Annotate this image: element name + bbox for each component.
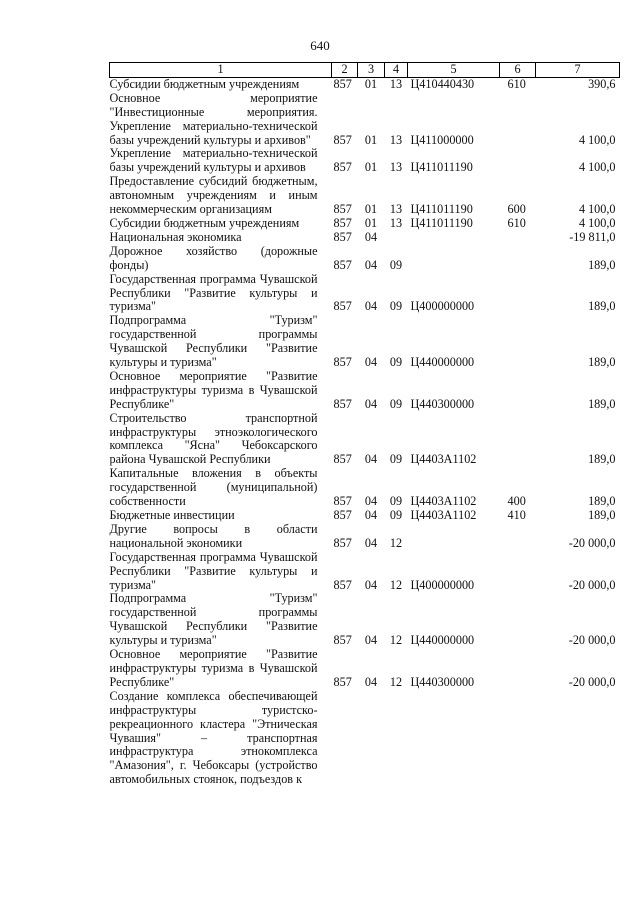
admin-code-cell: 857 — [333, 674, 352, 689]
expense-type-cell — [500, 551, 536, 593]
subsection-cell: 09 — [389, 508, 403, 522]
section-cell: 04 — [364, 299, 378, 314]
amount-cell: -20 000,0 — [568, 674, 616, 689]
table-row — [110, 648, 620, 690]
subsection-cell: 13 — [389, 76, 403, 91]
subsection-cell — [385, 690, 408, 787]
subsection-cell: 09 — [389, 452, 403, 467]
row-name-cell: Государственная программа Чувашской Республики "Развитие культуры и туризма" — [109, 549, 318, 592]
expense-type-cell — [500, 245, 536, 273]
admin-code-cell: 857 — [333, 202, 352, 217]
section-cell: 04 — [364, 257, 378, 272]
target-article-cell — [408, 523, 500, 551]
budget-table — [109, 62, 620, 787]
expense-type-cell: 610 — [507, 215, 526, 230]
expense-type-cell — [500, 370, 536, 412]
admin-code-cell: 857 — [333, 355, 352, 370]
expense-type-cell — [500, 231, 536, 245]
row-name-cell: Государственная программа Чувашской Республики "Развитие культуры и туризма" — [109, 271, 318, 314]
admin-code-cell: 857 — [333, 132, 352, 147]
column-header: 7 — [536, 63, 620, 78]
subsection-cell: 12 — [389, 577, 403, 592]
admin-code-cell — [332, 690, 358, 787]
target-article-cell — [408, 690, 500, 787]
expense-type-cell — [500, 648, 536, 690]
amount-cell: -19 811,0 — [569, 229, 616, 244]
subsection-cell: 12 — [389, 674, 403, 689]
amount-cell: 189,0 — [588, 396, 616, 411]
table-row — [110, 314, 620, 370]
expense-type-cell — [500, 523, 536, 551]
subsection-cell: 09 — [389, 299, 403, 314]
subsection-cell: 13 — [389, 160, 403, 175]
row-name-cell: Капитальные вложения в объекты государственной (муниципальной) собственности — [109, 466, 318, 509]
admin-code-cell: 857 — [333, 577, 352, 592]
expense-type-cell: 610 — [507, 76, 526, 91]
target-article-cell: Ц411011190 — [410, 160, 473, 175]
row-name-cell: Строительство транспортной инфраструктуры этноэкологического комплекса "Ясна" Чебоксарского района Чувашской Республики — [109, 410, 318, 467]
row-name-cell: Основное мероприятие "Развитие инфраструктуры туризма в Чувашской Республике" — [109, 368, 318, 411]
admin-code-cell: 857 — [333, 633, 352, 648]
admin-code-cell: 857 — [333, 229, 352, 244]
target-article-cell: Ц4403А1102 — [410, 508, 477, 522]
expense-type-cell — [500, 592, 536, 648]
table-row — [110, 592, 620, 648]
row-name-cell: Национальная экономика — [109, 229, 242, 244]
amount-cell: 4 100,0 — [578, 202, 616, 217]
expense-type-cell — [500, 314, 536, 370]
section-cell: 01 — [364, 202, 378, 217]
column-header: 5 — [408, 63, 500, 78]
section-cell: 04 — [364, 355, 378, 370]
admin-code-cell: 857 — [333, 160, 352, 175]
column-header: 1 — [110, 63, 332, 78]
subsection-cell: 13 — [389, 132, 403, 147]
row-name-cell: Создание комплекса обеспечивающей инфраструктуры туристско-рекреационного кластера "Этническая Чувашия" – транспортная инфраструктура этнокомплекса "Амазония", г. Чебоксары (устройство автомобильных стоянок, подъездов к — [109, 688, 318, 787]
target-article-cell: Ц4403А1102 — [410, 494, 477, 509]
target-article-cell — [408, 245, 500, 273]
amount-cell: -20 000,0 — [568, 577, 616, 592]
amount-cell: 4 100,0 — [578, 215, 616, 230]
column-header: 4 — [385, 63, 408, 78]
table-row — [110, 523, 620, 551]
admin-code-cell: 857 — [333, 508, 352, 522]
row-name-cell: Предоставление субсидий бюджетным, автономным учреждениям и иным некоммерческим организациям — [109, 174, 318, 217]
table-row — [110, 509, 620, 523]
row-name-cell: Подпрограмма "Туризм" государственной программы Чувашской Республики "Развитие культуры и туризма" — [109, 591, 318, 648]
subsection-cell — [385, 231, 408, 245]
row-name-cell: Дорожное хозяйство (дорожные фонды) — [109, 243, 318, 272]
section-cell: 01 — [364, 132, 378, 147]
expense-type-cell — [500, 147, 536, 175]
table-row — [110, 551, 620, 593]
expense-type-cell: 410 — [507, 508, 526, 522]
subsection-cell: 09 — [389, 355, 403, 370]
target-article-cell: Ц440000000 — [410, 355, 475, 370]
admin-code-cell: 857 — [333, 299, 352, 314]
section-cell: 01 — [364, 160, 378, 175]
subsection-cell: 13 — [389, 202, 403, 217]
admin-code-cell: 857 — [333, 494, 352, 509]
admin-code-cell: 857 — [333, 452, 352, 467]
row-name-cell: Основное мероприятие "Развитие инфраструктуры туризма в Чувашской Республике" — [109, 647, 318, 689]
table-header-row — [110, 63, 620, 78]
section-cell: 04 — [364, 452, 378, 467]
section-cell: 04 — [364, 396, 378, 411]
amount-cell — [536, 690, 620, 787]
table-row — [110, 231, 620, 245]
section-cell: 01 — [364, 76, 378, 91]
amount-cell: 4 100,0 — [578, 160, 616, 175]
target-article-cell: Ц440300000 — [410, 396, 475, 411]
subsection-cell: 12 — [389, 633, 403, 648]
subsection-cell: 09 — [389, 396, 403, 411]
target-article-cell: Ц411000000 — [410, 132, 474, 147]
row-name-cell: Бюджетные инвестиции — [109, 508, 235, 522]
section-cell: 04 — [364, 674, 378, 689]
target-article-cell — [408, 231, 500, 245]
row-name-cell: Субсидии бюджетным учреждениям — [109, 76, 300, 91]
target-article-cell: Ц4403А1102 — [410, 452, 477, 467]
expense-type-cell — [500, 273, 536, 315]
subsection-cell: 13 — [389, 215, 403, 230]
section-cell: 04 — [364, 577, 378, 592]
table-row — [110, 370, 620, 412]
subsection-cell: 09 — [389, 494, 403, 509]
admin-code-cell: 857 — [333, 535, 352, 550]
table-row — [110, 467, 620, 509]
amount-cell: 189,0 — [588, 299, 616, 314]
table-row — [110, 217, 620, 231]
column-header: 3 — [358, 63, 385, 78]
table-body — [110, 77, 620, 787]
page-number: 640 — [310, 38, 330, 53]
expense-type-cell: 600 — [507, 202, 526, 217]
table-row — [110, 92, 620, 148]
column-header: 2 — [332, 63, 358, 78]
target-article-cell: Ц410440430 — [410, 76, 475, 91]
target-article-cell: Ц440000000 — [410, 633, 475, 648]
subsection-cell: 12 — [389, 535, 403, 550]
table-row — [110, 147, 620, 175]
table-row — [110, 245, 620, 273]
row-name-cell: Основное мероприятие "Инвестиционные мероприятия. Укрепление материально-технической базы учреждений культуры и архивов" — [109, 90, 318, 147]
row-name-cell: Подпрограмма "Туризм" государственной программы Чувашской Республики "Развитие культуры и туризма" — [109, 313, 318, 370]
expense-type-cell — [500, 92, 536, 148]
column-header: 6 — [500, 63, 536, 78]
section-cell: 04 — [364, 508, 378, 522]
section-cell: 01 — [364, 215, 378, 230]
target-article-cell: Ц440300000 — [410, 674, 475, 689]
row-name-cell: Укрепление материально-технической базы учреждений культуры и архивов — [109, 146, 318, 175]
section-cell — [358, 690, 385, 787]
amount-cell: 189,0 — [588, 508, 616, 522]
target-article-cell: Ц400000000 — [410, 299, 475, 314]
amount-cell: -20 000,0 — [568, 633, 616, 648]
amount-cell: 189,0 — [588, 257, 616, 272]
amount-cell: -20 000,0 — [568, 535, 616, 550]
table-row — [110, 273, 620, 315]
table-row — [110, 412, 620, 468]
amount-cell: 189,0 — [588, 494, 616, 509]
row-name-cell: Субсидии бюджетным учреждениям — [109, 215, 300, 230]
amount-cell: 189,0 — [588, 452, 616, 467]
expense-type-cell — [500, 412, 536, 468]
section-cell: 04 — [364, 535, 378, 550]
table-row — [110, 690, 620, 787]
expense-type-cell: 400 — [507, 494, 526, 509]
amount-cell: 189,0 — [588, 355, 616, 370]
subsection-cell: 09 — [389, 257, 403, 272]
admin-code-cell: 857 — [333, 396, 352, 411]
table-row — [110, 77, 620, 91]
table-row — [110, 175, 620, 217]
target-article-cell: Ц400000000 — [410, 577, 475, 592]
admin-code-cell: 857 — [333, 76, 352, 91]
target-article-cell: Ц411011190 — [410, 202, 473, 217]
section-cell: 04 — [364, 633, 378, 648]
admin-code-cell: 857 — [333, 257, 352, 272]
section-cell: 04 — [364, 494, 378, 509]
amount-cell: 390,6 — [588, 76, 616, 91]
admin-code-cell: 857 — [333, 215, 352, 230]
amount-cell: 4 100,0 — [578, 132, 616, 147]
row-name-cell: Другие вопросы в области национальной экономики — [109, 521, 318, 550]
target-article-cell: Ц411011190 — [410, 215, 473, 230]
section-cell: 04 — [364, 229, 378, 244]
expense-type-cell — [500, 690, 536, 787]
